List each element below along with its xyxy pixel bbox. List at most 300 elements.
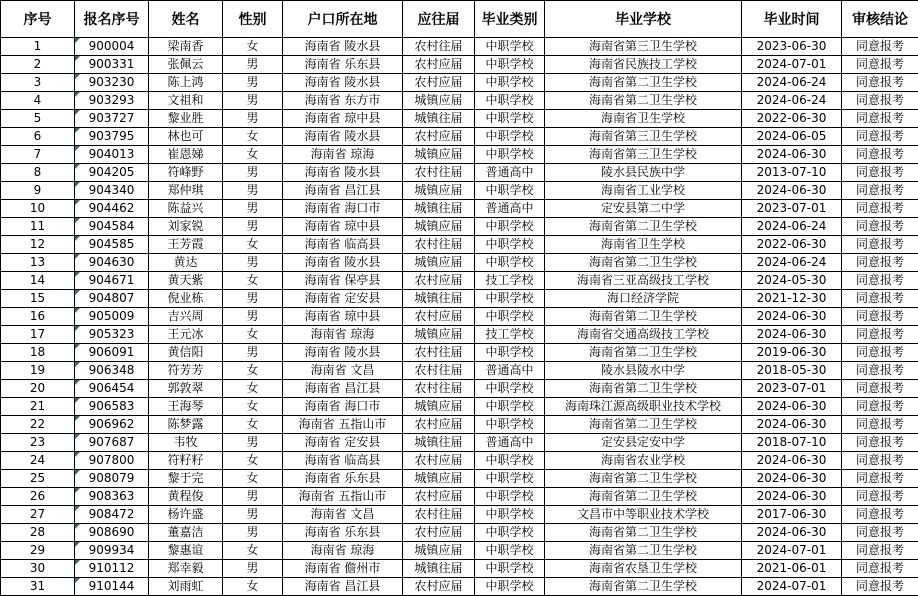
registration-no-cell[interactable] xyxy=(75,290,149,308)
graduation-date-cell[interactable]: 2023-06-30 xyxy=(742,38,842,56)
graduation-date-cell[interactable]: 2019-06-30 xyxy=(742,344,842,362)
household-cell[interactable]: 海南省 文昌 xyxy=(283,506,403,524)
registration-no-cell[interactable] xyxy=(75,326,149,344)
table-row[interactable] xyxy=(1,434,918,452)
graduation-category-cell[interactable]: 中职学校 xyxy=(475,308,545,326)
registration-no-cell[interactable] xyxy=(75,542,149,560)
registration-no-cell[interactable] xyxy=(75,200,149,218)
graduation-date-cell[interactable]: 2013-07-10 xyxy=(742,164,842,182)
graduation-date-cell[interactable]: 2024-06-30 xyxy=(742,326,842,344)
gender-cell[interactable]: 男 xyxy=(223,290,283,308)
table-row[interactable] xyxy=(1,506,918,524)
name-cell[interactable]: 梁南香 xyxy=(149,38,223,56)
school-cell[interactable]: 海南省工业学校 xyxy=(545,182,742,200)
registration-no-cell[interactable] xyxy=(75,398,149,416)
graduate-status-cell[interactable]: 农村应届 xyxy=(403,524,475,542)
school-cell[interactable]: 海南省农业学校 xyxy=(545,452,742,470)
serial-cell[interactable]: 18 xyxy=(1,344,75,362)
header-name[interactable]: 姓名 xyxy=(149,1,223,38)
serial-cell[interactable]: 13 xyxy=(1,254,75,272)
household-cell[interactable]: 海南省 昌江县 xyxy=(283,182,403,200)
graduate-status-cell[interactable]: 城镇应届 xyxy=(403,470,475,488)
name-cell[interactable]: 黄达 xyxy=(149,254,223,272)
graduation-category-cell[interactable]: 普通高中 xyxy=(475,434,545,452)
graduate-status-cell[interactable]: 城镇应届 xyxy=(403,182,475,200)
registration-no-cell[interactable] xyxy=(75,74,149,92)
registration-no-cell[interactable] xyxy=(75,92,149,110)
review-result-cell[interactable]: 同意报考 xyxy=(842,434,918,452)
serial-cell[interactable]: 19 xyxy=(1,362,75,380)
review-result-cell[interactable]: 同意报考 xyxy=(842,164,918,182)
table-row[interactable] xyxy=(1,38,918,56)
graduation-category-cell[interactable]: 中职学校 xyxy=(475,182,545,200)
graduation-category-cell[interactable]: 普通高中 xyxy=(475,164,545,182)
graduation-date-cell[interactable]: 2024-06-30 xyxy=(742,524,842,542)
school-cell[interactable]: 海南省民族技工学校 xyxy=(545,56,742,74)
serial-cell[interactable]: 30 xyxy=(1,560,75,578)
graduate-status-cell[interactable]: 城镇往届 xyxy=(403,200,475,218)
table-row[interactable] xyxy=(1,272,918,290)
serial-cell[interactable]: 22 xyxy=(1,416,75,434)
review-result-cell[interactable]: 同意报考 xyxy=(842,488,918,506)
graduation-date-cell[interactable]: 2023-07-01 xyxy=(742,380,842,398)
graduate-status-cell[interactable]: 农村应届 xyxy=(403,56,475,74)
name-cell[interactable]: 韦牧 xyxy=(149,434,223,452)
gender-cell[interactable]: 男 xyxy=(223,56,283,74)
household-cell[interactable]: 海南省 儋州市 xyxy=(283,560,403,578)
graduation-date-cell[interactable]: 2023-07-01 xyxy=(742,200,842,218)
graduate-status-cell[interactable]: 农村往届 xyxy=(403,236,475,254)
household-cell[interactable]: 海南省 陵水县 xyxy=(283,128,403,146)
header-school[interactable]: 毕业学校 xyxy=(545,1,742,38)
serial-cell[interactable]: 5 xyxy=(1,110,75,128)
graduate-status-cell[interactable]: 农村往届 xyxy=(403,506,475,524)
serial-cell[interactable]: 28 xyxy=(1,524,75,542)
table-row[interactable] xyxy=(1,542,918,560)
registration-no-cell[interactable] xyxy=(75,236,149,254)
household-cell[interactable]: 海南省 临高县 xyxy=(283,236,403,254)
school-cell[interactable]: 海南省第二卫生学校 xyxy=(545,254,742,272)
name-cell[interactable]: 陈益兴 xyxy=(149,200,223,218)
gender-cell[interactable]: 女 xyxy=(223,416,283,434)
graduation-category-cell[interactable]: 中职学校 xyxy=(475,38,545,56)
school-cell[interactable]: 文昌市中等职业技术学校 xyxy=(545,506,742,524)
gender-cell[interactable]: 男 xyxy=(223,218,283,236)
graduation-category-cell[interactable]: 普通高中 xyxy=(475,200,545,218)
gender-cell[interactable]: 男 xyxy=(223,200,283,218)
serial-cell[interactable]: 9 xyxy=(1,182,75,200)
table-row[interactable] xyxy=(1,74,918,92)
graduate-status-cell[interactable]: 城镇往届 xyxy=(403,560,475,578)
serial-cell[interactable]: 29 xyxy=(1,542,75,560)
table-row[interactable] xyxy=(1,452,918,470)
household-cell[interactable]: 海南省 陵水县 xyxy=(283,38,403,56)
household-cell[interactable]: 海南省 乐东县 xyxy=(283,524,403,542)
household-cell[interactable]: 海南省 陵水县 xyxy=(283,344,403,362)
school-cell[interactable]: 海口经济学院 xyxy=(545,290,742,308)
graduate-status-cell[interactable]: 农村应届 xyxy=(403,308,475,326)
school-cell[interactable]: 海南省第二卫生学校 xyxy=(545,488,742,506)
school-cell[interactable]: 海南省卫生学校 xyxy=(545,110,742,128)
household-cell[interactable]: 海南省 海口市 xyxy=(283,200,403,218)
graduation-category-cell[interactable]: 中职学校 xyxy=(475,470,545,488)
graduation-category-cell[interactable]: 中职学校 xyxy=(475,128,545,146)
graduation-date-cell[interactable]: 2024-06-30 xyxy=(742,416,842,434)
name-cell[interactable]: 王芳霞 xyxy=(149,236,223,254)
graduation-date-cell[interactable]: 2024-06-30 xyxy=(742,182,842,200)
gender-cell[interactable]: 女 xyxy=(223,128,283,146)
graduation-date-cell[interactable]: 2024-07-01 xyxy=(742,56,842,74)
graduation-category-cell[interactable]: 中职学校 xyxy=(475,488,545,506)
school-cell[interactable]: 海南珠江源高级职业技术学校 xyxy=(545,398,742,416)
graduate-status-cell[interactable]: 城镇往届 xyxy=(403,434,475,452)
serial-cell[interactable]: 11 xyxy=(1,218,75,236)
household-cell[interactable]: 海南省 琼中县 xyxy=(283,308,403,326)
review-result-cell[interactable]: 同意报考 xyxy=(842,326,918,344)
graduation-date-cell[interactable]: 2024-06-30 xyxy=(742,146,842,164)
graduate-status-cell[interactable]: 农村应届 xyxy=(403,128,475,146)
serial-cell[interactable]: 8 xyxy=(1,164,75,182)
graduate-status-cell[interactable]: 农村应届 xyxy=(403,452,475,470)
review-result-cell[interactable]: 同意报考 xyxy=(842,524,918,542)
table-row[interactable] xyxy=(1,416,918,434)
gender-cell[interactable]: 女 xyxy=(223,470,283,488)
graduation-category-cell[interactable]: 中职学校 xyxy=(475,542,545,560)
graduation-category-cell[interactable]: 中职学校 xyxy=(475,74,545,92)
graduate-status-cell[interactable]: 农村应届 xyxy=(403,578,475,596)
gender-cell[interactable]: 女 xyxy=(223,272,283,290)
gender-cell[interactable]: 男 xyxy=(223,344,283,362)
review-result-cell[interactable]: 同意报考 xyxy=(842,398,918,416)
graduation-date-cell[interactable]: 2024-06-24 xyxy=(742,74,842,92)
graduation-date-cell[interactable]: 2018-05-30 xyxy=(742,362,842,380)
graduation-category-cell[interactable]: 中职学校 xyxy=(475,398,545,416)
registration-no-cell[interactable] xyxy=(75,380,149,398)
graduate-status-cell[interactable]: 城镇应届 xyxy=(403,326,475,344)
gender-cell[interactable]: 男 xyxy=(223,92,283,110)
name-cell[interactable]: 黄天紫 xyxy=(149,272,223,290)
name-cell[interactable]: 符峰野 xyxy=(149,164,223,182)
registration-no-cell[interactable] xyxy=(75,146,149,164)
graduation-date-cell[interactable]: 2024-06-24 xyxy=(742,254,842,272)
household-cell[interactable]: 海南省 五指山市 xyxy=(283,488,403,506)
name-cell[interactable]: 杨许盛 xyxy=(149,506,223,524)
serial-cell[interactable]: 17 xyxy=(1,326,75,344)
name-cell[interactable]: 崔恩娣 xyxy=(149,146,223,164)
serial-cell[interactable]: 2 xyxy=(1,56,75,74)
registration-no-cell[interactable] xyxy=(75,272,149,290)
review-result-cell[interactable]: 同意报考 xyxy=(842,344,918,362)
gender-cell[interactable]: 男 xyxy=(223,308,283,326)
graduate-status-cell[interactable]: 农村应届 xyxy=(403,74,475,92)
graduation-date-cell[interactable]: 2024-06-24 xyxy=(742,92,842,110)
registration-no-cell[interactable] xyxy=(75,182,149,200)
graduation-category-cell[interactable]: 中职学校 xyxy=(475,218,545,236)
household-cell[interactable]: 海南省 昌江县 xyxy=(283,380,403,398)
table-row[interactable] xyxy=(1,128,918,146)
household-cell[interactable]: 海南省 保亭县 xyxy=(283,272,403,290)
review-result-cell[interactable]: 同意报考 xyxy=(842,452,918,470)
table-row[interactable] xyxy=(1,254,918,272)
school-cell[interactable]: 海南省第二卫生学校 xyxy=(545,470,742,488)
graduation-date-cell[interactable]: 2018-07-10 xyxy=(742,434,842,452)
graduation-date-cell[interactable]: 2024-05-30 xyxy=(742,272,842,290)
household-cell[interactable]: 海南省 五指山市 xyxy=(283,416,403,434)
graduate-status-cell[interactable]: 农村应届 xyxy=(403,416,475,434)
household-cell[interactable]: 海南省 东方市 xyxy=(283,92,403,110)
household-cell[interactable]: 海南省 琼海 xyxy=(283,542,403,560)
school-cell[interactable]: 定安县定安中学 xyxy=(545,434,742,452)
review-result-cell[interactable]: 同意报考 xyxy=(842,560,918,578)
serial-cell[interactable]: 24 xyxy=(1,452,75,470)
graduation-category-cell[interactable]: 中职学校 xyxy=(475,560,545,578)
name-cell[interactable]: 黎业胜 xyxy=(149,110,223,128)
graduate-status-cell[interactable]: 城镇往届 xyxy=(403,110,475,128)
review-result-cell[interactable]: 同意报考 xyxy=(842,236,918,254)
household-cell[interactable]: 海南省 昌江县 xyxy=(283,578,403,596)
graduation-date-cell[interactable]: 2022-06-30 xyxy=(742,236,842,254)
graduation-category-cell[interactable]: 中职学校 xyxy=(475,92,545,110)
registration-no-cell[interactable] xyxy=(75,128,149,146)
graduation-date-cell[interactable]: 2024-06-30 xyxy=(742,398,842,416)
school-cell[interactable]: 海南省卫生学校 xyxy=(545,236,742,254)
school-cell[interactable]: 海南省第二卫生学校 xyxy=(545,308,742,326)
graduation-date-cell[interactable]: 2017-06-30 xyxy=(742,506,842,524)
review-result-cell[interactable]: 同意报考 xyxy=(842,290,918,308)
serial-cell[interactable]: 16 xyxy=(1,308,75,326)
name-cell[interactable]: 郭敦翠 xyxy=(149,380,223,398)
graduate-status-cell[interactable]: 农村应届 xyxy=(403,272,475,290)
graduate-status-cell[interactable]: 城镇应届 xyxy=(403,146,475,164)
graduation-category-cell[interactable]: 普通高中 xyxy=(475,362,545,380)
graduation-date-cell[interactable]: 2024-07-01 xyxy=(742,542,842,560)
school-cell[interactable]: 陵水县民族中学 xyxy=(545,164,742,182)
gender-cell[interactable]: 男 xyxy=(223,110,283,128)
school-cell[interactable]: 海南省农垦卫生学校 xyxy=(545,560,742,578)
name-cell[interactable]: 符籽籽 xyxy=(149,452,223,470)
graduation-date-cell[interactable]: 2024-06-30 xyxy=(742,308,842,326)
serial-cell[interactable]: 6 xyxy=(1,128,75,146)
review-result-cell[interactable]: 同意报考 xyxy=(842,362,918,380)
review-result-cell[interactable]: 同意报考 xyxy=(842,578,918,596)
name-cell[interactable]: 陈上鸿 xyxy=(149,74,223,92)
review-result-cell[interactable]: 同意报考 xyxy=(842,146,918,164)
registration-no-cell[interactable] xyxy=(75,524,149,542)
serial-cell[interactable]: 20 xyxy=(1,380,75,398)
table-row[interactable] xyxy=(1,326,918,344)
household-cell[interactable]: 海南省 琼海 xyxy=(283,326,403,344)
graduate-status-cell[interactable]: 农村应届 xyxy=(403,488,475,506)
school-cell[interactable]: 海南省第二卫生学校 xyxy=(545,344,742,362)
header-review-result[interactable]: 审核结论 xyxy=(842,1,918,38)
table-row[interactable] xyxy=(1,380,918,398)
name-cell[interactable]: 刘家锐 xyxy=(149,218,223,236)
graduation-category-cell[interactable]: 中职学校 xyxy=(475,146,545,164)
household-cell[interactable]: 海南省 定安县 xyxy=(283,434,403,452)
name-cell[interactable]: 王元冰 xyxy=(149,326,223,344)
review-result-cell[interactable]: 同意报考 xyxy=(842,110,918,128)
table-row[interactable] xyxy=(1,308,918,326)
registration-no-cell[interactable] xyxy=(75,56,149,74)
household-cell[interactable]: 海南省 乐东县 xyxy=(283,470,403,488)
graduation-date-cell[interactable]: 2024-06-05 xyxy=(742,128,842,146)
serial-cell[interactable]: 23 xyxy=(1,434,75,452)
name-cell[interactable]: 王海琴 xyxy=(149,398,223,416)
gender-cell[interactable]: 男 xyxy=(223,164,283,182)
household-cell[interactable]: 海南省 琼中县 xyxy=(283,110,403,128)
review-result-cell[interactable]: 同意报考 xyxy=(842,470,918,488)
registration-no-cell[interactable] xyxy=(75,38,149,56)
header-graduation-date[interactable]: 毕业时间 xyxy=(742,1,842,38)
school-cell[interactable]: 陵水县陵水中学 xyxy=(545,362,742,380)
serial-cell[interactable]: 1 xyxy=(1,38,75,56)
gender-cell[interactable]: 女 xyxy=(223,398,283,416)
registration-no-cell[interactable] xyxy=(75,578,149,596)
registration-no-cell[interactable] xyxy=(75,560,149,578)
serial-cell[interactable]: 12 xyxy=(1,236,75,254)
serial-cell[interactable]: 26 xyxy=(1,488,75,506)
gender-cell[interactable]: 女 xyxy=(223,146,283,164)
table-row[interactable] xyxy=(1,560,918,578)
school-cell[interactable]: 海南省第二卫生学校 xyxy=(545,92,742,110)
review-result-cell[interactable]: 同意报考 xyxy=(842,542,918,560)
review-result-cell[interactable]: 同意报考 xyxy=(842,272,918,290)
table-row[interactable] xyxy=(1,488,918,506)
gender-cell[interactable]: 女 xyxy=(223,362,283,380)
registration-no-cell[interactable] xyxy=(75,344,149,362)
graduate-status-cell[interactable]: 城镇应届 xyxy=(403,92,475,110)
gender-cell[interactable]: 男 xyxy=(223,434,283,452)
school-cell[interactable]: 海南省第二卫生学校 xyxy=(545,218,742,236)
table-row[interactable] xyxy=(1,200,918,218)
serial-cell[interactable]: 14 xyxy=(1,272,75,290)
registration-no-cell[interactable] xyxy=(75,506,149,524)
name-cell[interactable]: 倪业栋 xyxy=(149,290,223,308)
review-result-cell[interactable]: 同意报考 xyxy=(842,128,918,146)
serial-cell[interactable]: 15 xyxy=(1,290,75,308)
registration-no-cell[interactable] xyxy=(75,362,149,380)
registration-no-cell[interactable] xyxy=(75,218,149,236)
graduation-category-cell[interactable]: 中职学校 xyxy=(475,578,545,596)
serial-cell[interactable]: 10 xyxy=(1,200,75,218)
header-gender[interactable]: 性别 xyxy=(223,1,283,38)
school-cell[interactable]: 海南省第二卫生学校 xyxy=(545,74,742,92)
registration-no-cell[interactable] xyxy=(75,254,149,272)
household-cell[interactable]: 海南省 陵水县 xyxy=(283,164,403,182)
graduate-status-cell[interactable]: 农村往届 xyxy=(403,164,475,182)
gender-cell[interactable]: 女 xyxy=(223,236,283,254)
review-result-cell[interactable]: 同意报考 xyxy=(842,74,918,92)
gender-cell[interactable]: 男 xyxy=(223,254,283,272)
graduate-status-cell[interactable]: 农村往届 xyxy=(403,362,475,380)
graduate-status-cell[interactable]: 农村往届 xyxy=(403,380,475,398)
registration-no-cell[interactable] xyxy=(75,452,149,470)
graduation-category-cell[interactable]: 中职学校 xyxy=(475,380,545,398)
review-result-cell[interactable]: 同意报考 xyxy=(842,218,918,236)
graduation-category-cell[interactable]: 技工学校 xyxy=(475,326,545,344)
graduate-status-cell[interactable]: 城镇往届 xyxy=(403,290,475,308)
school-cell[interactable]: 海南省第二卫生学校 xyxy=(545,416,742,434)
registration-no-cell[interactable] xyxy=(75,164,149,182)
school-cell[interactable]: 定安县第二中学 xyxy=(545,200,742,218)
review-result-cell[interactable]: 同意报考 xyxy=(842,182,918,200)
graduation-category-cell[interactable]: 中职学校 xyxy=(475,56,545,74)
household-cell[interactable]: 海南省 琼中县 xyxy=(283,218,403,236)
household-cell[interactable]: 海南省 定安县 xyxy=(283,290,403,308)
review-result-cell[interactable]: 同意报考 xyxy=(842,506,918,524)
registration-no-cell[interactable] xyxy=(75,110,149,128)
name-cell[interactable]: 郑幸毅 xyxy=(149,560,223,578)
table-row[interactable] xyxy=(1,362,918,380)
school-cell[interactable]: 海南省第三卫生学校 xyxy=(545,128,742,146)
graduation-date-cell[interactable]: 2024-06-30 xyxy=(742,470,842,488)
graduation-date-cell[interactable]: 2024-06-24 xyxy=(742,218,842,236)
header-registration-no[interactable]: 报名序号 xyxy=(75,1,149,38)
registration-no-cell[interactable] xyxy=(75,434,149,452)
table-row[interactable] xyxy=(1,290,918,308)
review-result-cell[interactable]: 同意报考 xyxy=(842,416,918,434)
household-cell[interactable]: 海南省 乐东县 xyxy=(283,56,403,74)
serial-cell[interactable]: 4 xyxy=(1,92,75,110)
gender-cell[interactable]: 女 xyxy=(223,452,283,470)
graduation-category-cell[interactable]: 中职学校 xyxy=(475,524,545,542)
graduation-category-cell[interactable]: 中职学校 xyxy=(475,416,545,434)
gender-cell[interactable]: 女 xyxy=(223,542,283,560)
name-cell[interactable]: 黄程俊 xyxy=(149,488,223,506)
graduate-status-cell[interactable]: 城镇应届 xyxy=(403,254,475,272)
name-cell[interactable]: 董嘉洁 xyxy=(149,524,223,542)
graduation-category-cell[interactable]: 中职学校 xyxy=(475,290,545,308)
school-cell[interactable]: 海南省第二卫生学校 xyxy=(545,524,742,542)
name-cell[interactable]: 文祖和 xyxy=(149,92,223,110)
table-row[interactable] xyxy=(1,218,918,236)
graduation-date-cell[interactable]: 2021-06-01 xyxy=(742,560,842,578)
graduation-category-cell[interactable]: 中职学校 xyxy=(475,452,545,470)
graduate-status-cell[interactable]: 农村往届 xyxy=(403,38,475,56)
gender-cell[interactable]: 女 xyxy=(223,38,283,56)
graduation-date-cell[interactable]: 2024-07-01 xyxy=(742,578,842,596)
table-row[interactable] xyxy=(1,56,918,74)
household-cell[interactable]: 海南省 陵水县 xyxy=(283,254,403,272)
review-result-cell[interactable]: 同意报考 xyxy=(842,308,918,326)
gender-cell[interactable]: 女 xyxy=(223,380,283,398)
school-cell[interactable]: 海南省第二卫生学校 xyxy=(545,380,742,398)
header-serial[interactable]: 序号 xyxy=(1,1,75,38)
header-graduation-category[interactable]: 毕业类别 xyxy=(475,1,545,38)
name-cell[interactable]: 黎惠谊 xyxy=(149,542,223,560)
review-result-cell[interactable]: 同意报考 xyxy=(842,254,918,272)
school-cell[interactable]: 海南省第二卫生学校 xyxy=(545,578,742,596)
table-row[interactable] xyxy=(1,470,918,488)
graduation-category-cell[interactable]: 中职学校 xyxy=(475,110,545,128)
review-result-cell[interactable]: 同意报考 xyxy=(842,200,918,218)
household-cell[interactable]: 海南省 陵水县 xyxy=(283,74,403,92)
gender-cell[interactable]: 男 xyxy=(223,74,283,92)
gender-cell[interactable]: 男 xyxy=(223,488,283,506)
graduation-date-cell[interactable]: 2024-06-30 xyxy=(742,488,842,506)
table-row[interactable] xyxy=(1,182,918,200)
gender-cell[interactable]: 男 xyxy=(223,560,283,578)
review-result-cell[interactable]: 同意报考 xyxy=(842,56,918,74)
graduation-category-cell[interactable]: 中职学校 xyxy=(475,254,545,272)
household-cell[interactable]: 海南省 琼海 xyxy=(283,146,403,164)
name-cell[interactable]: 符芳芳 xyxy=(149,362,223,380)
gender-cell[interactable]: 女 xyxy=(223,578,283,596)
graduation-date-cell[interactable]: 2024-06-30 xyxy=(742,452,842,470)
table-row[interactable] xyxy=(1,146,918,164)
graduate-status-cell[interactable]: 城镇应届 xyxy=(403,398,475,416)
table-row[interactable] xyxy=(1,236,918,254)
